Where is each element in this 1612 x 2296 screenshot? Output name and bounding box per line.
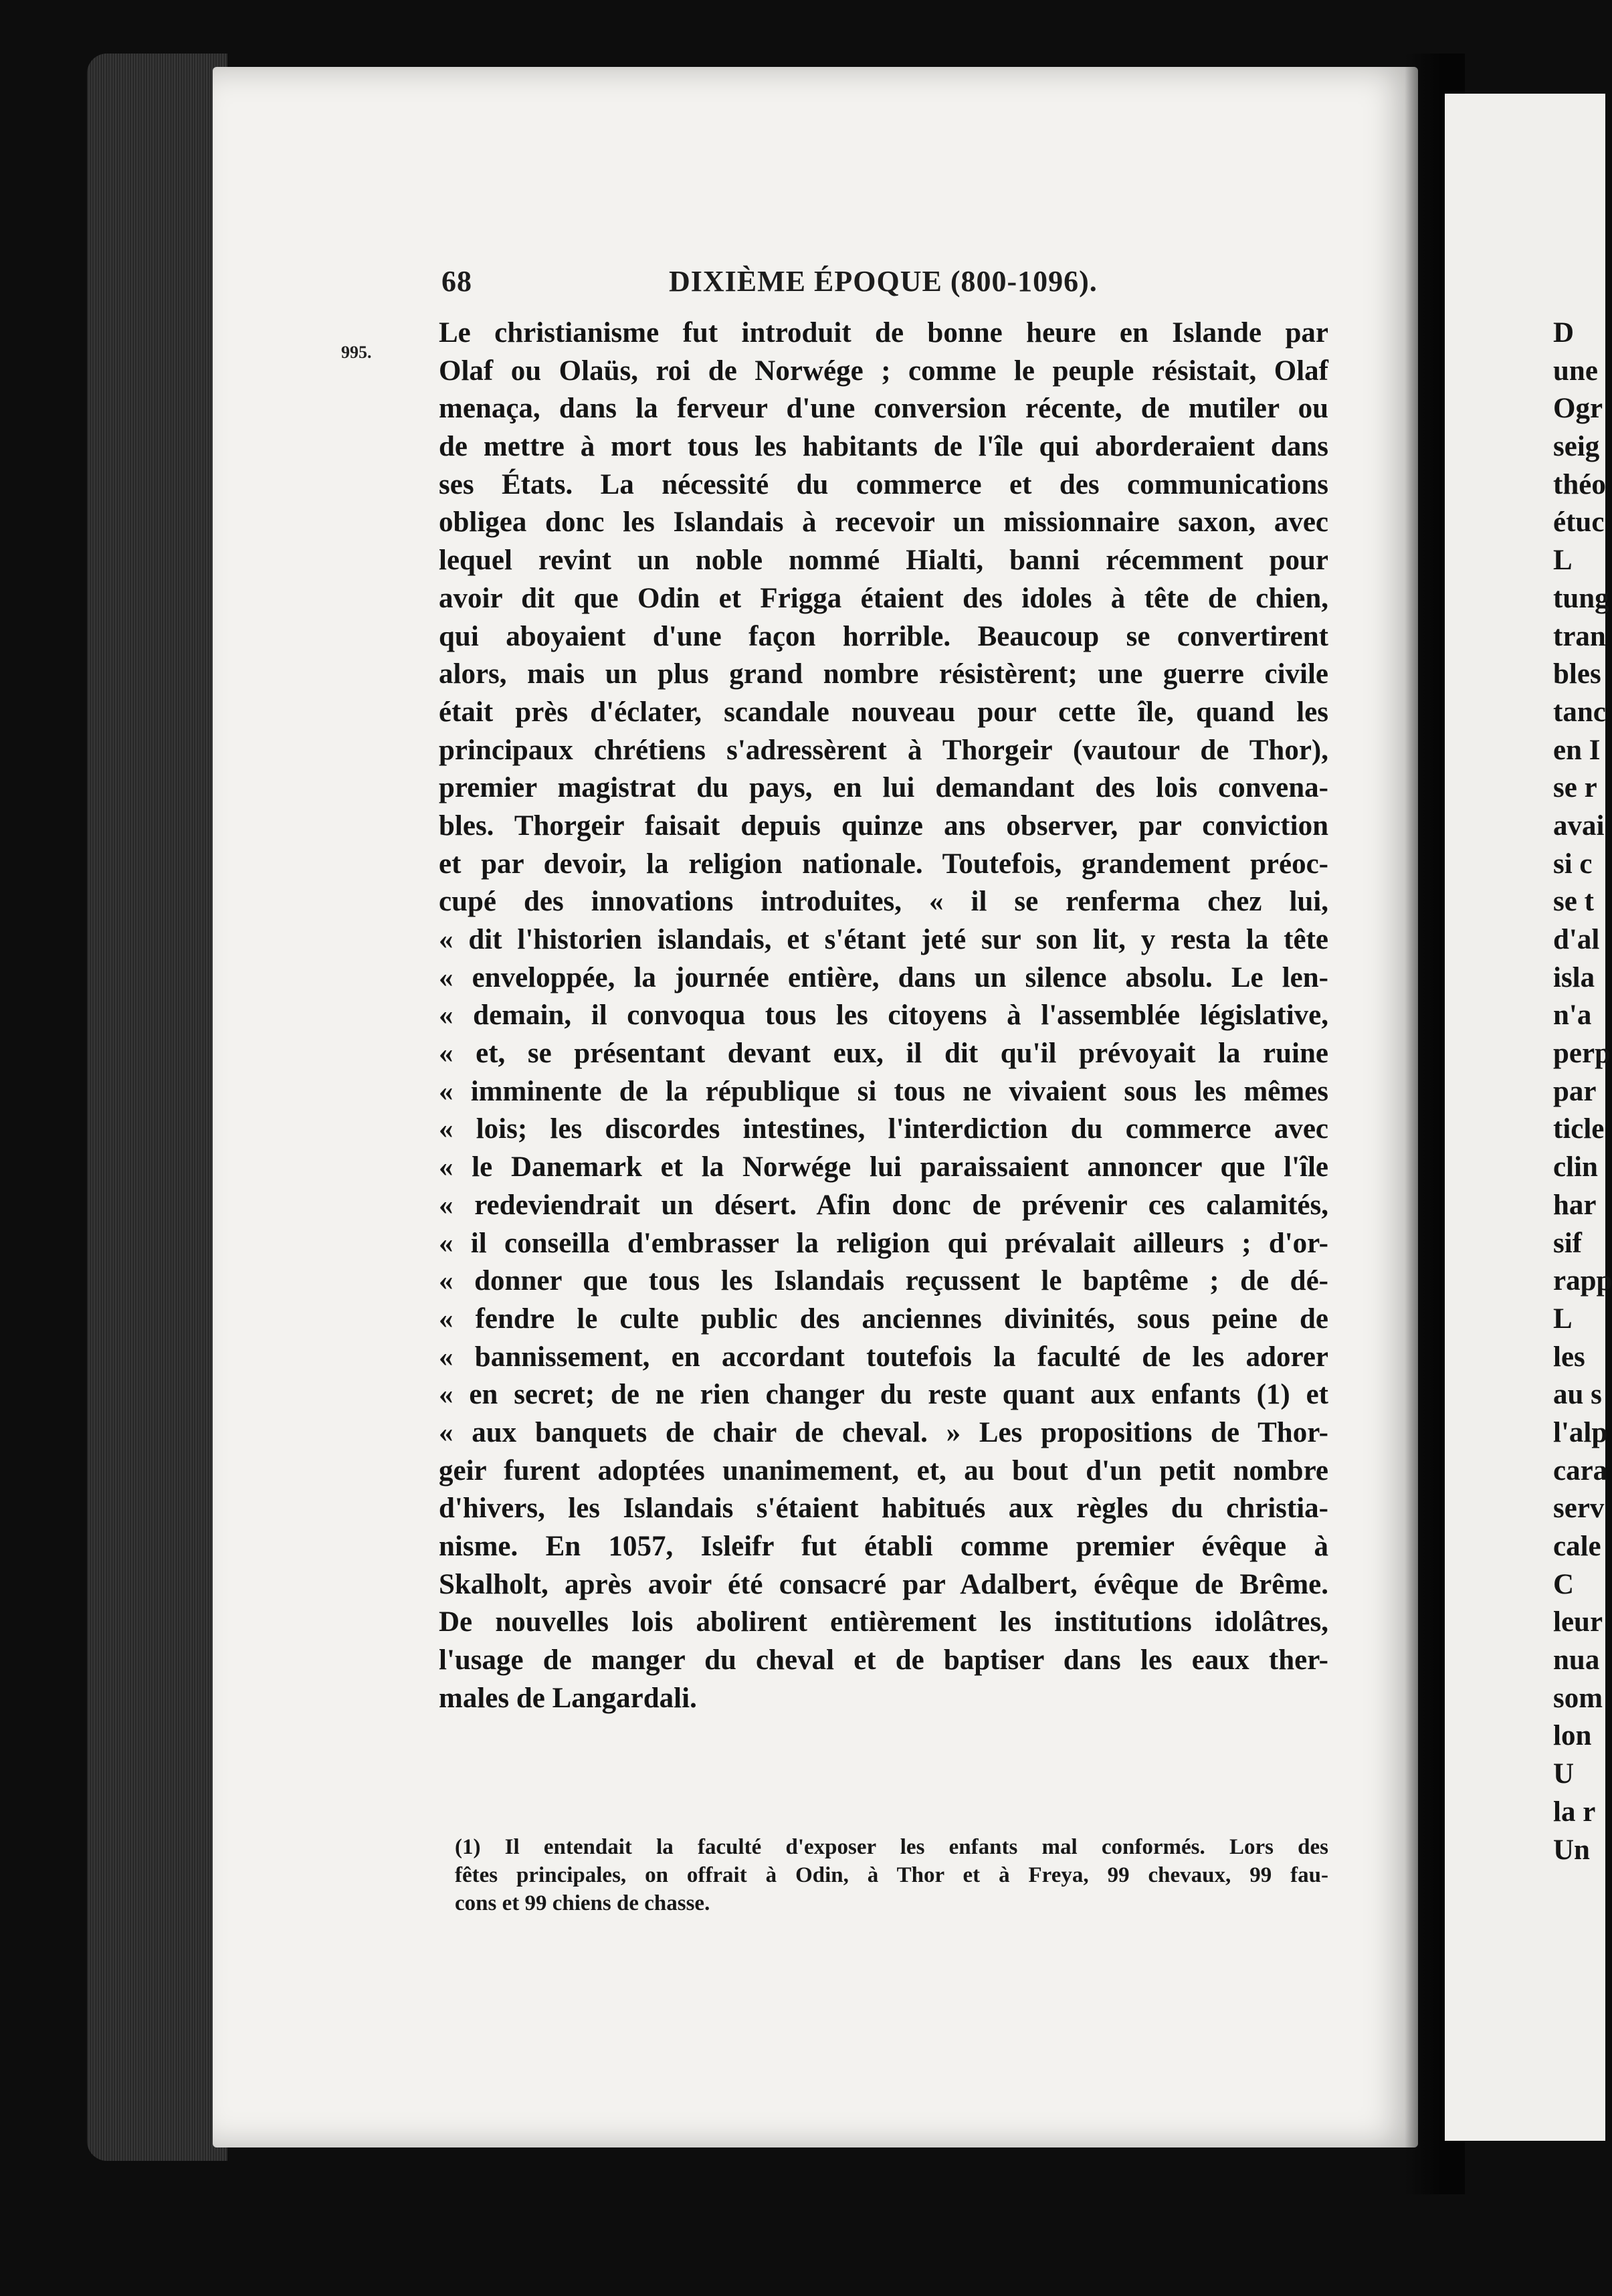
body-line: « dit l'historien islandais, et s'étant jeté sur son lit, y resta la tête bbox=[439, 924, 1328, 955]
right-page-fragment: Un bbox=[1553, 1834, 1590, 1866]
book-page-edges bbox=[87, 54, 227, 2161]
body-line: obligea donc les Islandais à recevoir un missionnaire saxon, avec bbox=[439, 506, 1328, 539]
body-line: cupé des innovations introduites, « il se renferma chez lui, bbox=[439, 886, 1328, 918]
running-title: DIXIÈME ÉPOQUE (800-1096). bbox=[669, 265, 1098, 298]
body-line: d'hivers, les Islandais s'étaient habitués aux règles du christia- bbox=[439, 1493, 1328, 1525]
right-page-fragment: au s bbox=[1553, 1379, 1602, 1411]
right-page-fragment: L bbox=[1553, 1303, 1573, 1335]
body-line: nisme. En 1057, Isleifr fut établi comme premier évêque à bbox=[439, 1531, 1328, 1562]
margin-year-note: 995. bbox=[341, 343, 372, 362]
body-line: « et, se présentant devant eux, il dit qu'il prévoyait la ruine bbox=[439, 1038, 1328, 1070]
body-line: « lois; les discordes intestines, l'interdiction du commerce avec bbox=[439, 1113, 1328, 1145]
right-page-fragment: la r bbox=[1553, 1796, 1596, 1828]
body-line: Skalholt, après avoir été consacré par Adalbert, évêque de Brême. bbox=[439, 1568, 1328, 1600]
body-line: principaux chrétiens s'adressèrent à Thorgeir (vautour de Thor), bbox=[439, 734, 1328, 766]
right-page-fragment: d'al bbox=[1553, 924, 1600, 955]
footnote bbox=[455, 1833, 1328, 1917]
body-line: « il conseilla d'embrasser la religion qui prévalait ailleurs ; d'or- bbox=[439, 1227, 1328, 1259]
body-line: Le christianisme fut introduit de bonne heure en Islande par bbox=[439, 317, 1328, 349]
right-page-fragment: n'a bbox=[1553, 999, 1592, 1032]
body-line: geir furent adoptées unanimement, et, au bout d'un petit nombre bbox=[439, 1454, 1328, 1487]
body-line: qui aboyaient d'une façon horrible. Beaucoup se convertirent bbox=[439, 620, 1328, 652]
body-line: « aux banquets de chair de cheval. » Les propositions de Thor- bbox=[439, 1416, 1328, 1448]
body-line: l'usage de manger du cheval et de baptiser dans les eaux ther- bbox=[439, 1644, 1328, 1677]
right-page-fragment: une bbox=[1553, 355, 1598, 387]
body-line: « en secret; de ne rien changer du reste quant aux enfants (1) et bbox=[439, 1379, 1328, 1411]
right-page-fragment: par bbox=[1553, 1075, 1597, 1107]
body-line: males de Langardali. bbox=[439, 1682, 697, 1714]
body-line: menaça, dans la ferveur d'une conversion récente, de mutiler ou bbox=[439, 393, 1328, 425]
body-line: de mettre à mort tous les habitants de l'île qui aborderaient dans bbox=[439, 431, 1328, 463]
right-page-fragment: D bbox=[1553, 317, 1575, 349]
right-page-fragment: tanc bbox=[1553, 696, 1606, 728]
body-line: avoir dit que Odin et Frigga étaient des idoles à tête de chien, bbox=[439, 582, 1328, 614]
body-line: ses États. La nécessité du commerce et des communications bbox=[439, 468, 1328, 500]
right-page-fragment: en I bbox=[1553, 734, 1601, 766]
right-page-fragment: isla bbox=[1553, 961, 1595, 993]
right-page-fragment: har bbox=[1553, 1189, 1597, 1221]
body-line: « donner que tous les Islandais reçussent le baptême ; de dé- bbox=[439, 1265, 1328, 1297]
body-line: « fendre le culte public des anciennes divinités, sous peine de bbox=[439, 1303, 1328, 1335]
right-page-fragment: l'alp bbox=[1553, 1416, 1608, 1448]
right-page-fragment: si c bbox=[1553, 848, 1593, 880]
right-page-fragment: cara bbox=[1553, 1454, 1608, 1487]
body-line: « imminente de la république si tous ne vivaient sous les mêmes bbox=[439, 1075, 1328, 1107]
body-line: bles. Thorgeir faisait depuis quinze ans observer, par conviction bbox=[439, 809, 1328, 842]
right-page-fragment: tran bbox=[1553, 620, 1606, 652]
body-line: « demain, il convoqua tous les citoyens à l'assemblée législative, bbox=[439, 999, 1328, 1032]
body-line: était près d'éclater, scandale nouveau pour cette île, quand les bbox=[439, 696, 1328, 728]
right-page-fragment: théo bbox=[1553, 468, 1606, 500]
right-page-fragment: C bbox=[1553, 1568, 1575, 1600]
right-page-fragment: ticle bbox=[1553, 1113, 1605, 1145]
body-line: et par devoir, la religion nationale. Toutefois, grandement préoc- bbox=[439, 848, 1328, 880]
right-page-fragment: étuc bbox=[1553, 506, 1605, 539]
right-page-fragment: clin bbox=[1553, 1151, 1598, 1183]
footnote-line: (1) Il entendait la faculté d'exposer les enfants mal conformés. Lors des bbox=[455, 1835, 1328, 1859]
body-line: « redeviendrait un désert. Afin donc de prévenir ces calamités, bbox=[439, 1189, 1328, 1221]
body-line: premier magistrat du pays, en lui demandant des lois convena- bbox=[439, 772, 1328, 804]
right-page-fragment: som bbox=[1553, 1682, 1603, 1714]
right-page-fragment: cale bbox=[1553, 1531, 1601, 1562]
body-line: « le Danemark et la Norwége lui paraissaient annoncer que l'île bbox=[439, 1151, 1328, 1183]
page-number: 68 bbox=[441, 265, 472, 298]
body-line: Olaf ou Olaüs, roi de Norwége ; comme le peuple résistait, Olaf bbox=[439, 355, 1328, 387]
body-line: De nouvelles lois abolirent entièrement les institutions idolâtres, bbox=[439, 1606, 1328, 1638]
right-page-fragment: les bbox=[1553, 1341, 1585, 1373]
right-page-fragment: se r bbox=[1553, 772, 1597, 804]
right-page-fragment: L bbox=[1553, 545, 1573, 577]
right-page-text-fragments bbox=[1553, 314, 1612, 1869]
right-page-fragment: serv bbox=[1553, 1493, 1605, 1525]
body-line: « bannissement, en accordant toutefois la faculté de les adorer bbox=[439, 1341, 1328, 1373]
body-line: « enveloppée, la journée entière, dans un silence absolu. Le len- bbox=[439, 961, 1328, 993]
body-line: lequel revint un noble nommé Hialti, banni récemment pour bbox=[439, 545, 1328, 577]
right-page-fragment: seig bbox=[1553, 431, 1600, 463]
right-page-fragment: sif bbox=[1553, 1227, 1582, 1259]
right-page-fragment: U bbox=[1553, 1758, 1575, 1790]
right-page-fragment: se t bbox=[1553, 886, 1594, 918]
right-page-fragment: leur bbox=[1553, 1606, 1603, 1638]
right-page-fragment: rapp bbox=[1553, 1265, 1612, 1297]
footnote-line: fêtes principales, on offrait à Odin, à Thor et à Freya, 99 chevaux, 99 fau- bbox=[455, 1863, 1328, 1887]
right-page-fragment: Ogr bbox=[1553, 393, 1603, 425]
right-page-fragment: tung bbox=[1553, 582, 1609, 614]
right-page-fragment: perp bbox=[1553, 1038, 1611, 1070]
right-page-fragment: nua bbox=[1553, 1644, 1600, 1677]
footnote-line: cons et 99 chiens de chasse. bbox=[455, 1891, 710, 1915]
right-page-fragment: avai bbox=[1553, 809, 1605, 842]
right-page-fragment: lon bbox=[1553, 1720, 1592, 1752]
body-line: alors, mais un plus grand nombre résistèrent; une guerre civile bbox=[439, 658, 1328, 690]
right-page-fragment: bles bbox=[1553, 658, 1601, 690]
body-text bbox=[439, 314, 1328, 1717]
